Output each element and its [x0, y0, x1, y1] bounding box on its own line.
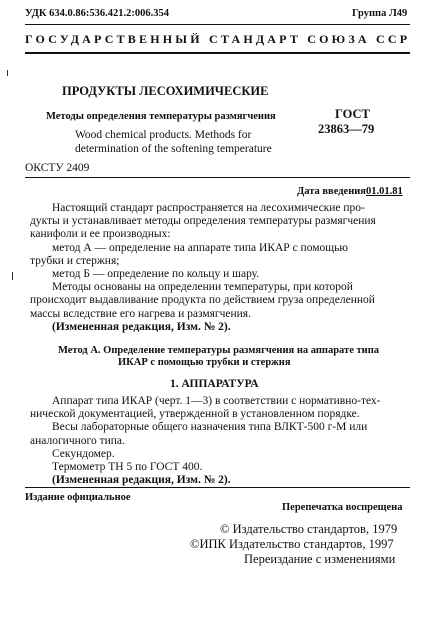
intro-line: метод А — определение на аппарате типа ИКАР с помощью — [52, 241, 348, 254]
intro-line: массы вследствие его нагрева и размягчения. — [30, 307, 251, 320]
copyright-1997: ©ИПК Издательство стандартов, 1997 — [190, 537, 394, 551]
footer-rule — [25, 487, 410, 488]
intro-line: происходит выдавливание продукта по действием груза определенной — [30, 294, 375, 307]
reprint-notice: Перепечатка воспрещена — [282, 502, 403, 513]
intro-line: трубки и стержня; — [30, 254, 120, 267]
effective-date-label: Дата введения — [297, 186, 366, 197]
gost-label: ГОСТ — [335, 107, 370, 121]
method-a-heading: Метод А. Определение температуры размягчения на аппарате типа — [58, 345, 379, 356]
method-a-subheading: ИКАР с помощью трубки и стержня — [118, 357, 291, 368]
intro-amendment: (Измененная редакция, Изм. № 2). — [52, 320, 231, 333]
reissue-note: Переиздание с изменениями — [244, 552, 396, 566]
product-title: ПРОДУКТЫ ЛЕСОХИМИЧЕСКИЕ — [62, 84, 269, 98]
intro-line: канифоли и ее производных: — [30, 228, 171, 241]
apparatus-line: нической документацией, утвержденной в установленном порядке. — [30, 408, 360, 421]
section-heading: 1. АППАРАТУРА — [170, 378, 259, 390]
apparatus-line: Весы лабораторные общего назначения типа ВЛКТ-500 г-М или — [52, 421, 368, 434]
english-title — [75, 128, 272, 156]
english-title-line: Wood chemical products. Methods for — [75, 129, 252, 141]
apparatus-line: Секундомер. — [52, 447, 115, 460]
method-title: Методы определения температуры размягчения — [46, 111, 276, 122]
intro-text — [30, 202, 410, 334]
group-code: Группа Л49 — [352, 8, 408, 19]
apparatus-line: Аппарат типа ИКАР (черт. 1—3) в соответствии с нормативно-тех- — [52, 395, 381, 407]
header-rule-top — [25, 24, 410, 25]
effective-date-value: 01.01.81 — [366, 186, 403, 197]
apparatus-text — [30, 395, 410, 487]
english-title-line: determination of the softening temperature — [75, 143, 272, 155]
intro-line: Методы основаны на определении температуры, при которой — [52, 281, 353, 294]
copyright-1979: © Издательство стандартов, 1979 — [220, 522, 398, 536]
apparatus-amendment: (Измененная редакция, Изм. № 2). — [52, 474, 231, 487]
intro-line: метод Б — определение по кольцу и шару. — [52, 268, 260, 281]
apparatus-line: Термометр ТН 5 по ГОСТ 400. — [52, 461, 203, 474]
title-rule — [25, 177, 410, 178]
udk-code: УДК 634.0.86:536.421.2:006.354 — [25, 8, 169, 19]
margin-mark — [7, 70, 8, 76]
apparatus-line: аналогичного типа. — [30, 434, 125, 447]
header-rule-bottom — [25, 52, 410, 54]
gost-number: 23863—79 — [318, 122, 375, 136]
intro-line: Настоящий стандарт распространяется на лесохимические про- — [52, 202, 365, 214]
standard-title: ГОСУДАРСТВЕННЫЙ СТАНДАРТ СОЮЗА ССР — [25, 32, 411, 46]
margin-mark — [12, 272, 13, 280]
okstu-code: ОКСТУ 2409 — [25, 162, 90, 174]
intro-line: дукты и устанавливает методы определения температуры размягчения — [30, 215, 376, 228]
official-edition: Издание официальное — [25, 492, 131, 503]
